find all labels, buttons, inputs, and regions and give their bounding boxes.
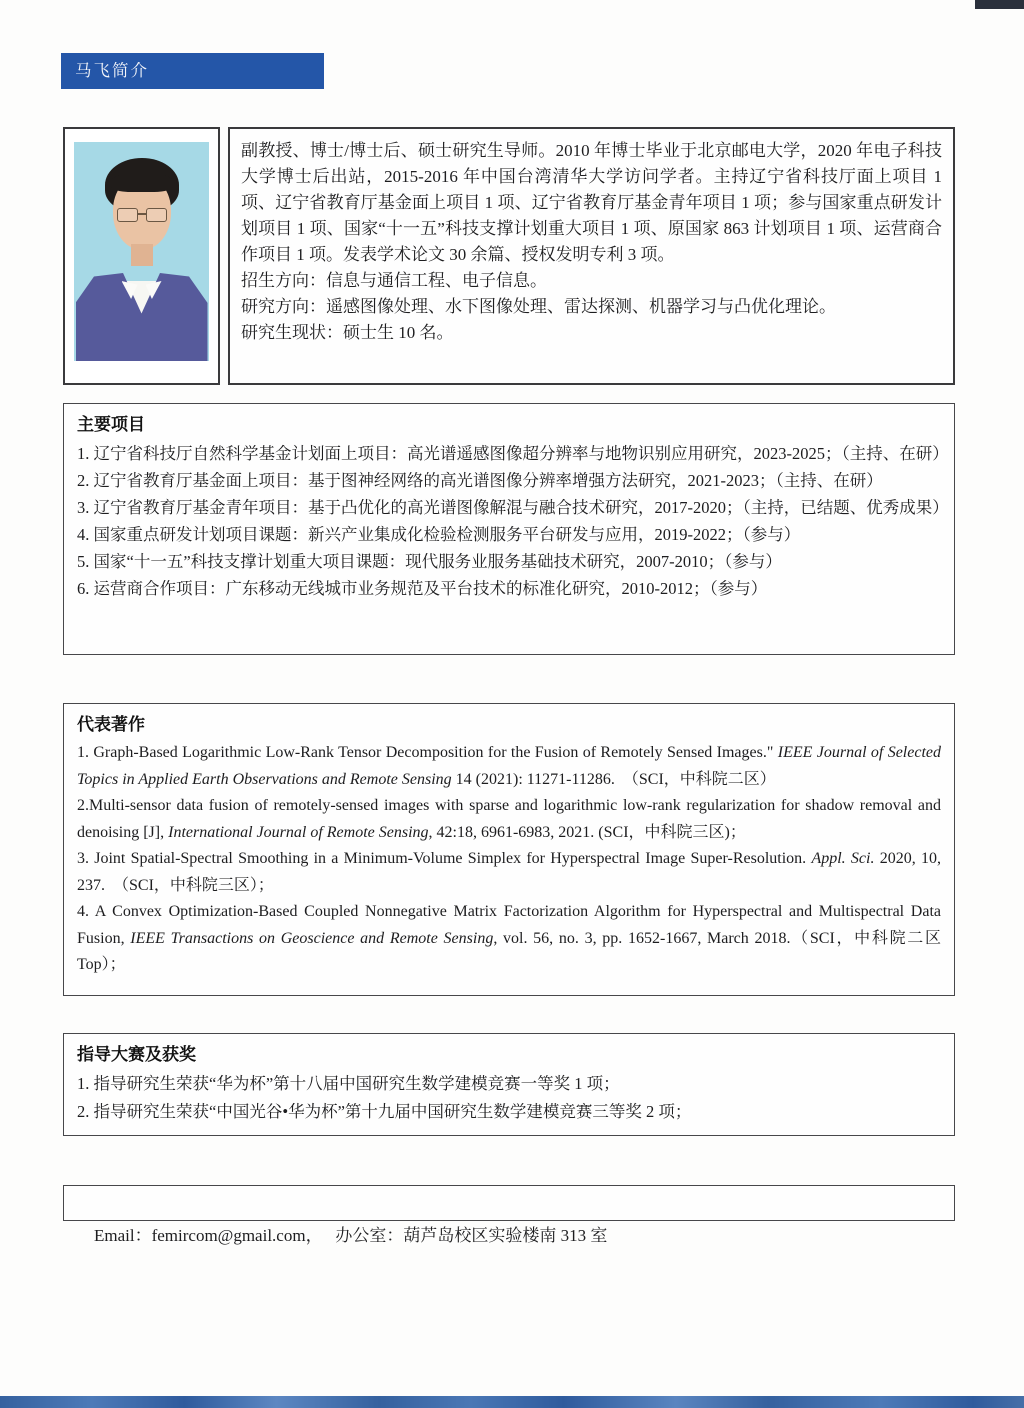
- publication-item: 1. Graph-Based Logarithmic Low-Rank Tensor Decomposition for the Fusion of Remotely Sensed Images." IEEE Journal of Selected Topics in Applied Earth Observations and Remote Sensing 14 (2021): 11271-11286. （SCI，中科院二区）: [77, 744, 942, 788]
- profile-photo-frame: [63, 127, 220, 385]
- photo-neck: [131, 244, 153, 266]
- photo-glasses-bridge: [138, 213, 146, 215]
- project-item: 5. 国家“十一五”科技支撑计划重大项目课题：现代服务业服务基础技术研究，2007-2010；（参与）: [77, 552, 782, 571]
- scan-bottom-edge-artifact: [0, 1396, 1024, 1408]
- publications-list: [77, 740, 941, 979]
- projects-section-title: 主要项目: [77, 415, 145, 434]
- publications-section: [63, 703, 955, 996]
- publications-section-title: 代表著作: [77, 715, 145, 734]
- contact-line: Email：femircom@gmail.com， 办公室：葫芦岛校区实验楼南 313 室: [94, 1226, 608, 1245]
- projects-section: [63, 403, 955, 655]
- awards-list: [77, 1070, 941, 1126]
- profile-photo: [74, 142, 209, 361]
- project-item: 2. 辽宁省教育厅基金面上项目：基于图神经网络的高光谱图像分辨率增强方法研究，2021-2023；（主持、在研）: [77, 471, 883, 490]
- bio-students-line: 研究生现状：硕士生 10 名。: [241, 323, 454, 342]
- page-title: 马飞简介: [75, 61, 149, 80]
- project-item: 1. 辽宁省科技厅自然科学基金计划面上项目：高光谱遥感图像超分辨率与地物识别应用研究，2023-2025；（主持、在研）: [77, 444, 949, 463]
- bio-box: [228, 127, 955, 385]
- contact-box: [63, 1185, 955, 1245]
- publication-item: 4. A Convex Optimization-Based Coupled Nonnegative Matrix Factorization Algorithm for Hyperspectral and Multispectral Data Fusion, IEEE Transactions on Geoscience and Remote Sensing, vol. 56, no. 3, pp. 1652-1667, March 2018.（SCI，中科院二区 Top）；: [77, 903, 941, 973]
- bio-research-line: 研究方向：遥感图像处理、水下图像处理、雷达探测、机器学习与凸优化理论。: [241, 297, 836, 316]
- publication-item: 3. Joint Spatial-Spectral Smoothing in a Minimum-Volume Simplex for Hyperspectral Image Super-Resolution. Appl. Sci. 2020, 10, 237. （SCI，中科院三区）；: [77, 850, 942, 894]
- awards-section: [63, 1033, 955, 1136]
- projects-list: [77, 440, 949, 602]
- photo-glasses-left: [117, 208, 138, 222]
- bio-main-text: 副教授、博士/博士后、硕士研究生导师。2010 年博士毕业于北京邮电大学，2020 年电子科技大学博士后出站，2015-2016 年中国台湾清华大学访问学者。主持辽宁省科技厅面上项目 1 项、辽宁省教育厅基金面上项目 1 项、辽宁省教育厅基金青年项目 1 项；参与国家重点研发计划项目 1 项、国家“十一五”科技支撑计划重大项目 1 项、原国家 863 计划项目 1 项、运营商合作项目 1 项。发表学术论文 30 余篇、授权发明专利 3 项。: [241, 141, 942, 264]
- project-item: 4. 国家重点研发计划项目课题：新兴产业集成化检验检测服务平台研发与应用，2019-2022；（参与）: [77, 525, 801, 544]
- award-item: 1. 指导研究生荣获“华为杯”第十八届中国研究生数学建模竞赛一等奖 1 项；: [77, 1074, 620, 1093]
- publication-item: 2.Multi-sensor data fusion of remotely-sensed images with sparse and logarithmic low-rank regularization for shadow removal and denoising [J], International Journal of Remote Sensing, 42:18, 6961-6983, 2021. (SCI，中科院三区)；: [77, 797, 941, 841]
- awards-section-title: 指导大赛及获奖: [77, 1045, 196, 1064]
- bio-admission-line: 招生方向：信息与通信工程、电子信息。: [241, 271, 547, 290]
- page-title-bar: [61, 53, 324, 89]
- award-item: 2. 指导研究生荣获“中国光谷•华为杯”第十九届中国研究生数学建模竞赛三等奖 2 项；: [77, 1102, 692, 1121]
- photo-glasses-right: [146, 208, 167, 222]
- project-item: 6. 运营商合作项目：广东移动无线城市业务规范及平台技术的标准化研究，2010-2012；（参与）: [77, 579, 768, 598]
- scan-corner-artifact: [975, 0, 1024, 9]
- photo-hair-fringe: [111, 172, 173, 192]
- project-item: 3. 辽宁省教育厅基金青年项目：基于凸优化的高光谱图像解混与融合技术研究，2017-2020；（主持，已结题、优秀成果）: [77, 498, 949, 517]
